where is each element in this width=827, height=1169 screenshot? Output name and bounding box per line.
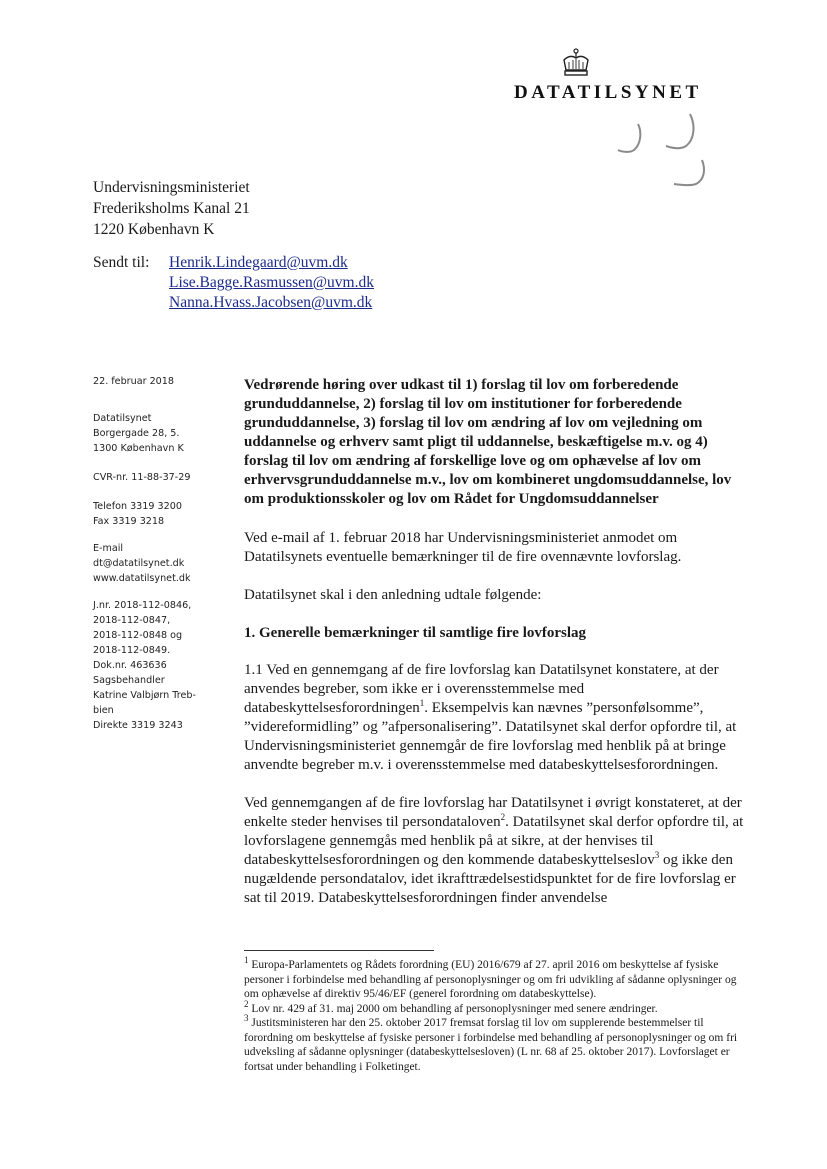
crown-logo-icon xyxy=(560,48,592,78)
intro-paragraph: Ved e-mail af 1. februar 2018 har Undervisningsministeriet anmodet om Datatilsynets eventuelle bemærkninger til de fire ovennævnte lovforslag. xyxy=(244,530,682,565)
paragraph-2: Ved gennemgangen af de fire lovforslag har Datatilsynet i øvrigt konstateret, at der enkelte steder henvises til persondataloven$^2$. Datatilsynet skal derfor opfordre til, at lovforslagene gennemgås med henblik på at sikre, at der henvises til databeskyttelsesforordningen og den kommende databeskyttelseslov$^3$ og ikke den nugældende persondatalov, idet ikrafttrædelsestidspunktet for de fire lovforslag er sat til 2019. Databeskyttelsesforordningen finder anvendelse xyxy=(244,795,744,906)
statement-paragraph: Datatilsynet skal i den anledning udtale følgende: xyxy=(244,587,542,603)
reference-line: 2018-112-0849. xyxy=(93,645,171,656)
reference-line: Sagsbehandler xyxy=(93,675,165,686)
brand-logo-text: DATATILSYNET xyxy=(514,82,702,103)
footnote: $^3$ Justitsministeren har den 25. oktober 2017 fremsat forslag til lov om supplerende bestemmelser til forordning om beskyttelse af fysiske personer i forbindelse med behandling af personoplysninger og om fri udveksling af sådanne oplysninger (databeskyttelsesloven) (L nr. 68 af 25. oktober 2017). Lovforslaget er fortsat under behandling i Folketinget. xyxy=(244,1013,738,1073)
recipient-line: Frederiksholms Kanal 21 xyxy=(93,200,250,217)
letter-body xyxy=(244,376,744,927)
recipient-address xyxy=(93,177,250,240)
email-link[interactable]: Henrik.Lindegaard@uvm.dk xyxy=(169,254,348,271)
reference-line: Direkte 3319 3243 xyxy=(93,720,183,731)
reference-line: Katrine Valbjørn Treb- xyxy=(93,690,196,701)
sender-sidebar xyxy=(93,374,223,743)
sent-to-emails xyxy=(169,253,374,313)
recipient-line: Undervisningsministeriet xyxy=(93,179,250,196)
reference-line: J.nr. 2018-112-0846, xyxy=(93,600,192,611)
reference-line: 2018-112-0848 og xyxy=(93,630,183,641)
footnote-ref[interactable]: 2 xyxy=(500,812,506,822)
recipient-line: 1220 København K xyxy=(93,221,215,238)
handwritten-signature xyxy=(608,112,718,192)
fax-line: Fax 3319 3218 xyxy=(93,516,165,527)
sender-website[interactable]: www.datatilsynet.dk xyxy=(93,573,191,584)
footnote: $^1$ Europa-Parlamentets og Rådets forordning (EU) 2016/679 af 27. april 2016 om beskyttelse af fysiske personer i forbindelse med behandling af personoplysninger og om fri udvikling af sådanne oplysninger og om ophævelse af direktiv 95/46/EF (generel forordning om databeskyttelse). xyxy=(244,955,737,1000)
reference-line: bien xyxy=(93,705,114,716)
sender-address-line: 1300 København K xyxy=(93,443,184,454)
paragraph-1-1: 1.1 Ved en gennemgang af de fire lovforslag kan Datatilsynet konstatere, at der anvendes begreber, som ikke er i overensstemmelse med databeskyttelsesforordningen$^1$. Eksempelvis kan nævnes ”personfølsomme”, ”videreformidling” og ”afpersonalisering”. Datatilsynet skal derfor opfordre til, at Undervisningsministeriet gennemgår de fire lovforslag med henblik på at bringe anvendte begreber m.v. i overensstemmelse med databeskyttelsesforordningen. xyxy=(244,662,737,773)
reference-line: Dok.nr. 463636 xyxy=(93,660,167,671)
sender-address-line: Borgergade 28, 5. xyxy=(93,428,180,439)
sender-email[interactable]: dt@datatilsynet.dk xyxy=(93,558,185,569)
email-link[interactable]: Nanna.Hvass.Jacobsen@uvm.dk xyxy=(169,294,373,311)
sent-to-label: Sendt til: xyxy=(93,254,150,271)
phone-line: Telefon 3319 3200 xyxy=(93,501,182,512)
footnote-ref[interactable]: 1 xyxy=(419,698,425,708)
footnote-divider xyxy=(244,950,434,951)
email-link[interactable]: Lise.Bagge.Rasmussen@uvm.dk xyxy=(169,274,374,291)
sender-address-line: Datatilsynet xyxy=(93,413,152,424)
reference-line: 2018-112-0847, xyxy=(93,615,171,626)
footnotes xyxy=(244,955,740,1074)
letter-subject: Vedrørende høring over udkast til 1) forslag til lov om forberedende grunduddannelse, 2) forslag til lov om institutioner for forberedende grunduddannelse, 3) forslag til lov om ændring af lov om vejledning om uddannelse og erhverv samt pligt til uddannelse, beskæftigelse m.v. og 4) forslag til lov om ændring af forskellige love og om ophævelse af lov om erhvervsgrunduddannelse m.v., lov om kombineret ungdomsuddannelse, lov om produktionsskoler og lov om Rådet for Ungdomsuddannelser xyxy=(244,377,732,507)
email-label: E-mail xyxy=(93,543,124,554)
footnote: $^2$ Lov nr. 429 af 31. maj 2000 om behandling af personoplysninger med senere ændringer. xyxy=(244,998,658,1015)
footnote-ref[interactable]: 3 xyxy=(654,850,660,860)
section-heading: 1. Generelle bemærkninger til samtlige fire lovforslag xyxy=(244,625,587,641)
cvr-number: CVR-nr. 11-88-37-29 xyxy=(93,472,191,483)
letter-date: 22. februar 2018 xyxy=(93,376,174,387)
